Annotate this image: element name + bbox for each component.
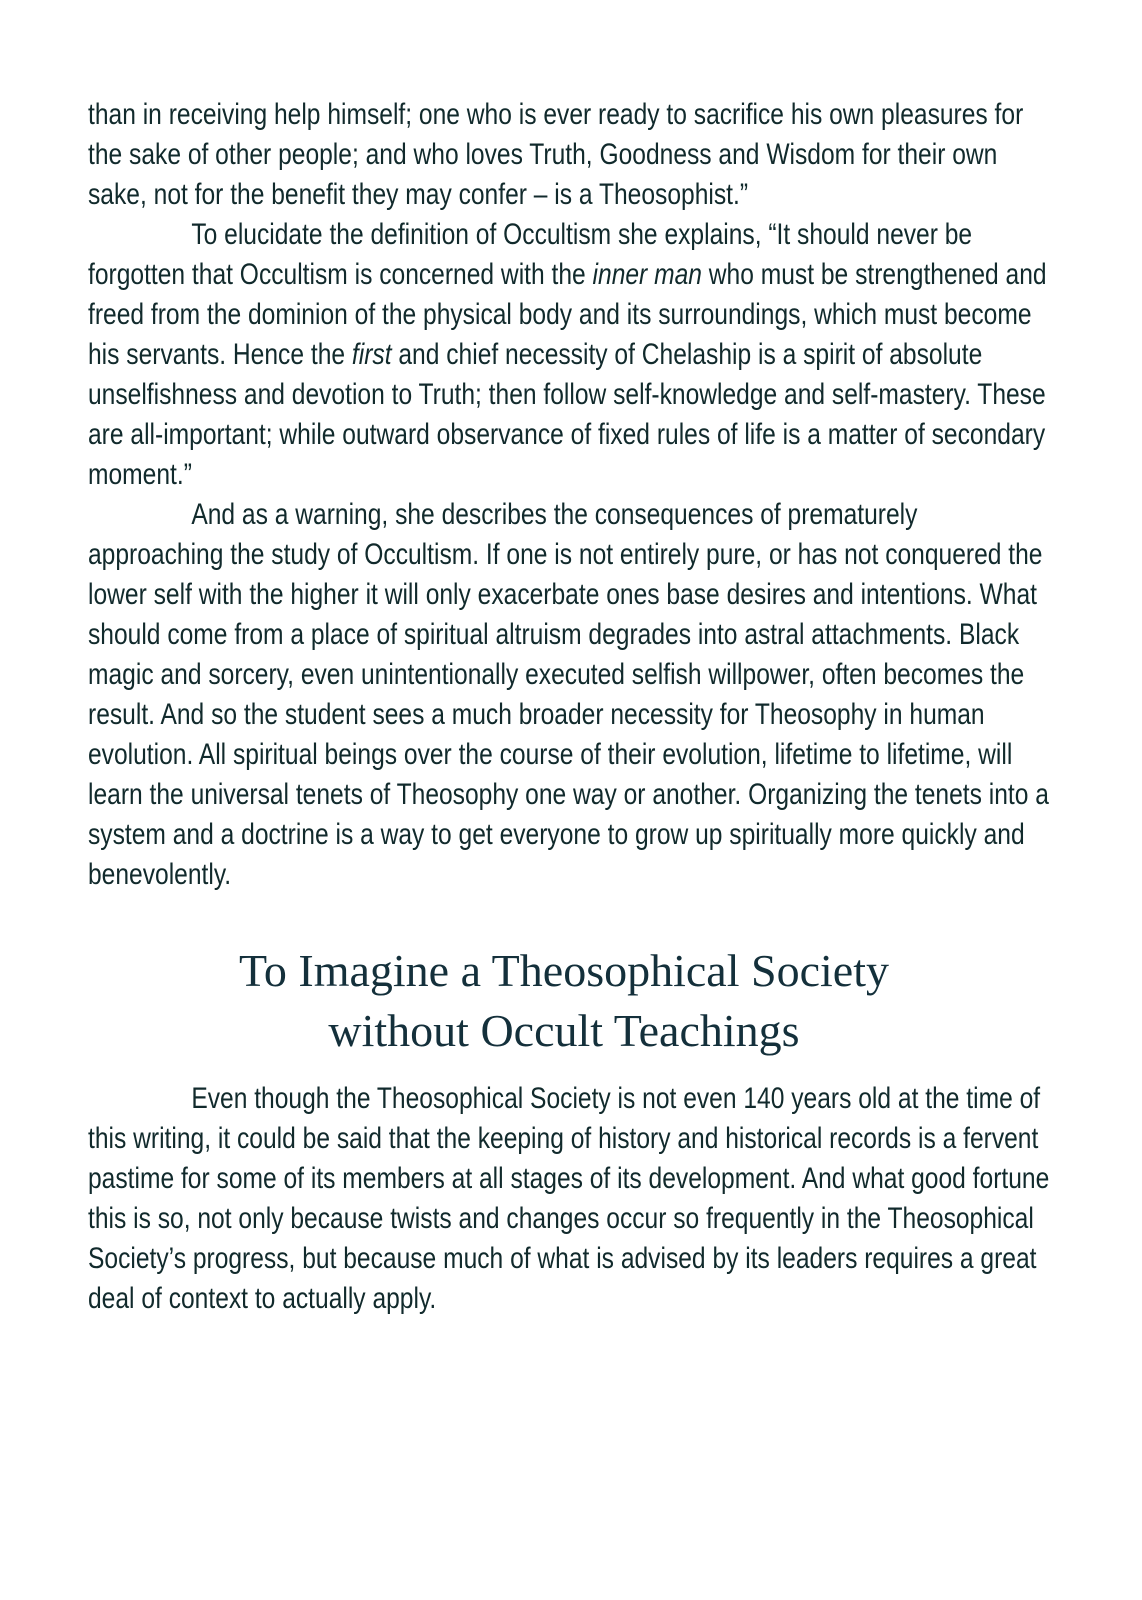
body-text-block-bottom (88, 1079, 1056, 1319)
text-segment: who must be strengthened and freed from the dominion of the physical body and its surroundings, which must become his servants. Hence the (88, 258, 1047, 371)
text-segment: Even though the Theosophical Society is not even 140 years old at the time of this writing, it could be said that the keeping of history and historical records is a fervent pastime for some of its members at all stages of its development. And what good fortune this is so, not only because twists and changes occur so frequently in the Theosophical Society’s progress, but because much of what is advised by its leaders requires a great deal of context to actually apply. (88, 1082, 1050, 1315)
paragraph-occultism-definition (88, 215, 1056, 495)
text-segment: inner man (592, 258, 702, 291)
section-heading-line-1: To Imagine a Theosophical Society (239, 945, 889, 996)
paragraph-theosophist-definition (88, 95, 1056, 215)
text-segment: than in receiving help himself; one who is ever ready to sacrifice his own pleasures for the sake of other people; and who loves Truth, Goodness and Wisdom for their own sake, not for the benefit they may confer – is a Theosophist.” (88, 98, 1024, 211)
text-segment: first (351, 338, 392, 371)
text-segment: And as a warning, she describes the consequences of prematurely approaching the study of Occultism. If one is not entirely pure, or has not conquered the lower self with the higher it will only exacerbate ones base desires and intentions. What should come from a place of spiritual altruism degrades into astral attachments. Black magic and sorcery, even unintentionally executed selfish willpower, often becomes the result. And so the student sees a much broader necessity for Theosophy in human evolution. All spiritual beings over the course of their evolution, lifetime to lifetime, will learn the universal tenets of Theosophy one way or another. Organizing the tenets into a system and a doctrine is a way to get everyone to grow up spiritually more quickly and benevolently. (88, 498, 1049, 891)
text-segment: To elucidate the definition of Occultism she explains, “It should never be forgotten that Occultism is concerned with the (88, 218, 973, 291)
text-segment: and chief necessity of Chelaship is a spirit of absolute unselfishness and devotion to Truth; then follow self-knowledge and self-mastery. These are all-important; while outward observance of fixed rules of life is a matter of secondary moment.” (88, 338, 1046, 491)
section-heading (88, 941, 1040, 1061)
body-text-block-top (88, 0, 1056, 895)
paragraph-warning-premature-study (88, 495, 1056, 895)
paragraph-society-history (88, 1079, 1056, 1319)
section-heading-line-2: without Occult Teachings (328, 1005, 800, 1056)
